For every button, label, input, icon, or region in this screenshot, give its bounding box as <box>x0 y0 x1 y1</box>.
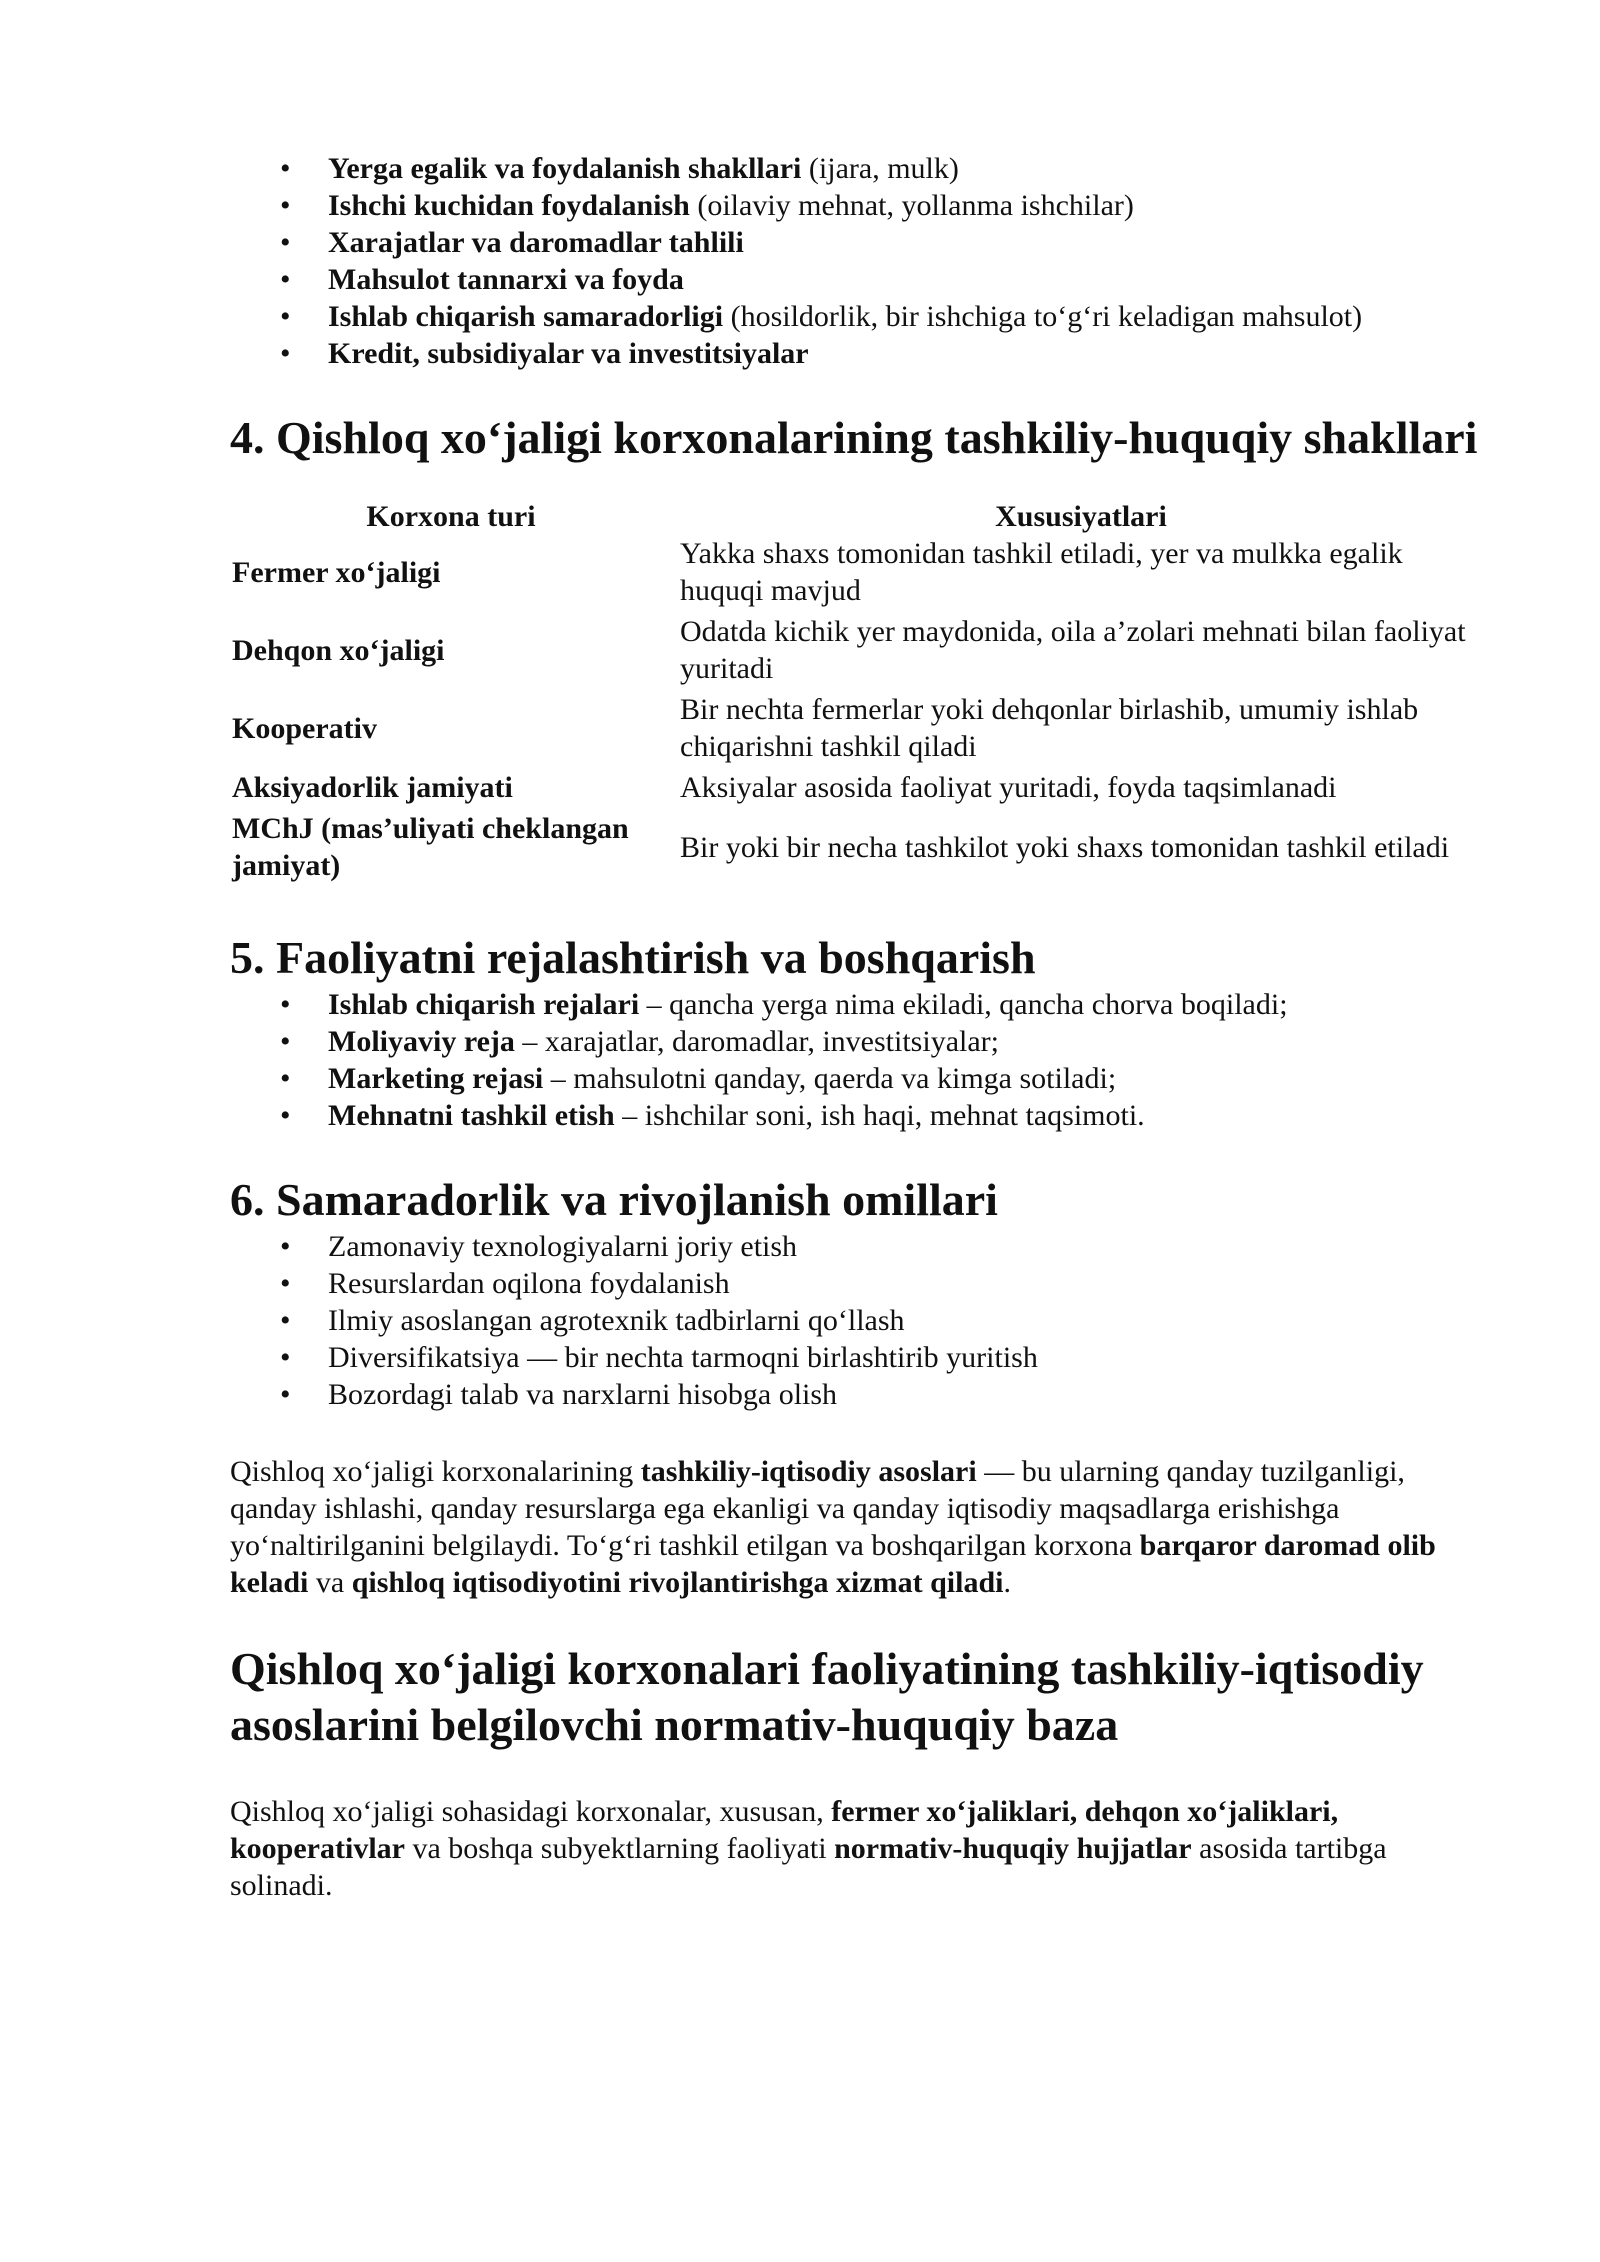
list-item: • Mahsulot tannarxi va foyda <box>230 261 1490 298</box>
table-row <box>230 810 1490 888</box>
cell-type: Fermer xo‘jaligi <box>232 555 441 589</box>
table-header-row <box>230 498 1490 535</box>
table-row <box>230 691 1490 769</box>
list-item: • Ishlab chiqarish samaradorligi (hosildorlik, bir ishchiga to‘g‘ri keladigan mahsulot) <box>230 298 1490 335</box>
list-item: • Kredit, subsidiyalar va investitsiyalar <box>230 335 1490 372</box>
cell-type: Dehqon xo‘jaligi <box>232 633 445 667</box>
list-item: • Diversifikatsiya — bir nechta tarmoqni birlashtirib yuritish <box>230 1339 1490 1376</box>
cell-desc: Odatda kichik yer maydonida, oila a’zolari mehnati bilan faoliyat yuritadi <box>680 615 1466 685</box>
section-5-heading: 5. Faoliyatni rejalashtirish va boshqarish <box>230 932 1036 983</box>
cell-desc: Aksiyalar asosida faoliyat yuritadi, foyda taqsimlanadi <box>680 771 1337 804</box>
list-item: • Resurslardan oqilona foydalanish <box>230 1265 1490 1302</box>
list-item: • Bozordagi talab va narxlarni hisobga olish <box>230 1376 1490 1413</box>
list-item: • Ishlab chiqarish rejalari – qancha yerga nima ekiladi, qancha chorva boqiladi; <box>230 986 1490 1023</box>
enterprise-forms-table <box>230 498 1490 888</box>
table-row <box>230 769 1490 810</box>
analysis-list <box>230 150 1490 372</box>
cell-type: MChJ (mas’uliyati cheklangan jamiyat) <box>232 812 629 882</box>
section-6-heading: 6. Samaradorlik va rivojlanish omillari <box>230 1174 998 1225</box>
cell-desc: Bir nechta fermerlar yoki dehqonlar birlashib, umumiy ishlab chiqarishni tashkil qiladi <box>680 693 1419 763</box>
cell-type: Kooperativ <box>232 711 377 745</box>
section-4-heading: 4. Qishloq xo‘jaligi korxonalarining tashkiliy-huquqiy shakllari <box>230 412 1478 463</box>
cell-desc: Bir yoki bir necha tashkilot yoki shaxs tomonidan tashkil etiladi <box>680 830 1450 864</box>
column-header-features: Xususiyatlari <box>995 500 1167 533</box>
table-row <box>230 535 1490 613</box>
list-item: • Marketing rejasi – mahsulotni qanday, qaerda va kimga sotiladi; <box>230 1060 1490 1097</box>
efficiency-list <box>230 1228 1490 1413</box>
legal-base-paragraph: Qishloq xo‘jaligi sohasidagi korxonalar, xususan, fermer xo‘jaliklari, dehqon xo‘jaliklari, kooperativlar va boshqa subyektlarning faoliyati normativ-huquqiy hujjatlar asosida tartibga solinadi. <box>230 1795 1387 1902</box>
planning-list <box>230 986 1490 1134</box>
list-item: • Ishchi kuchidan foydalanish (oilaviy mehnat, yollanma ishchilar) <box>230 187 1490 224</box>
list-item: • Yerga egalik va foydalanish shakllari (ijara, mulk) <box>230 150 1490 187</box>
list-item: • Xarajatlar va daromadlar tahlili <box>230 224 1490 261</box>
table-row <box>230 613 1490 691</box>
cell-type: Aksiyadorlik jamiyati <box>232 771 513 804</box>
cell-desc: Yakka shaxs tomonidan tashkil etiladi, yer va mulkka egalik huquqi mavjud <box>680 537 1403 607</box>
legal-base-heading: Qishloq xo‘jaligi korxonalari faoliyatining tashkiliy-iqtisodiy asoslarini belgilovchi normativ-huquqiy baza <box>230 1643 1424 1750</box>
summary-paragraph: Qishloq xo‘jaligi korxonalarining tashkiliy-iqtisodiy asoslari — bu ularning qanday tuzilganligi, qanday ishlashi, qanday resurslarga ega ekanligi va qanday iqtisodiy maqsadlarga erishishga yo‘naltirilganini belgilaydi. To‘g‘ri tashkil etilgan va boshqarilgan korxona barqaror daromad olib keladi va qishloq iqtisodiyotini rivojlantirishga xizmat qiladi. <box>230 1455 1436 1599</box>
column-header-type: Korxona turi <box>366 500 536 533</box>
list-item: • Ilmiy asoslangan agrotexnik tadbirlarni qo‘llash <box>230 1302 1490 1339</box>
list-item: • Zamonaviy texnologiyalarni joriy etish <box>230 1228 1490 1265</box>
list-item: • Moliyaviy reja – xarajatlar, daromadlar, investitsiyalar; <box>230 1023 1490 1060</box>
list-item: • Mehnatni tashkil etish – ishchilar soni, ish haqi, mehnat taqsimoti. <box>230 1097 1490 1134</box>
